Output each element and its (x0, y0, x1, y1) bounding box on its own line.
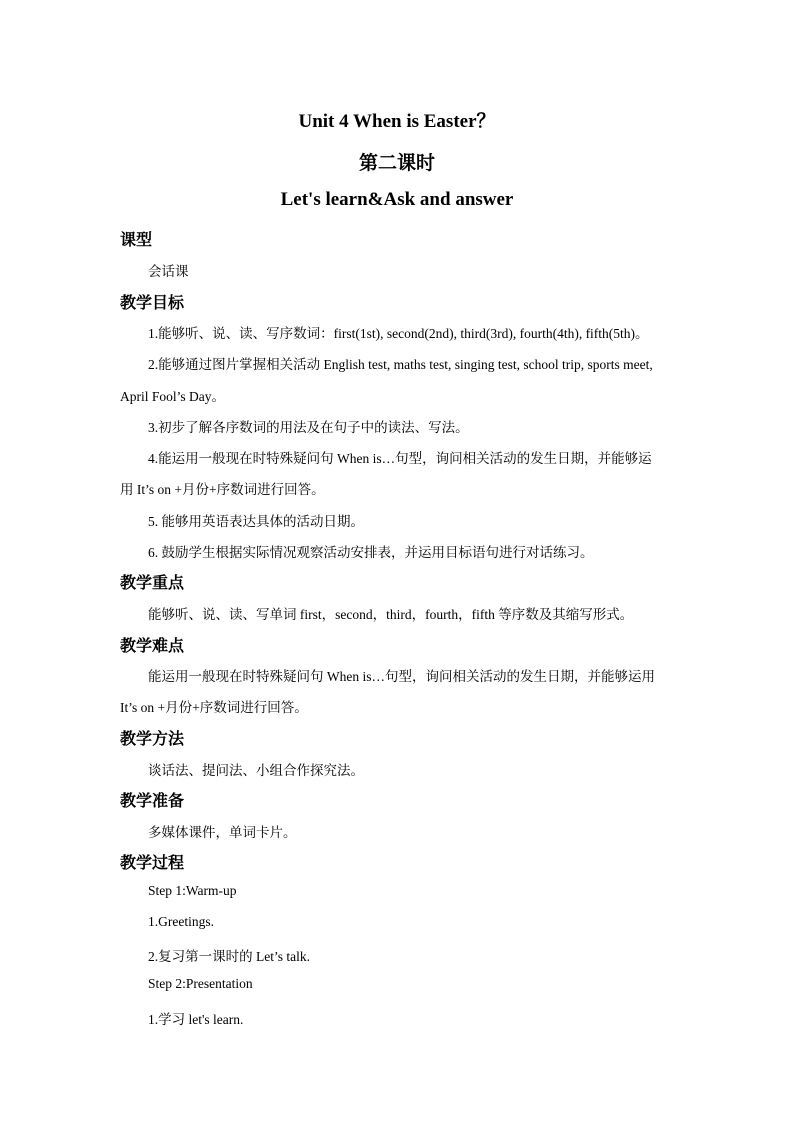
goal-line-5: 5. 能够用英语表达具体的活动日期。 (148, 514, 364, 529)
section-heading-type: 课型 (120, 230, 153, 249)
preparation-line: 多媒体课件，单词卡片。 (148, 825, 297, 840)
goal-line-4: 4.能运用一般现在时特殊疑问句 When is…句型，询问相关活动的发生日期，并能够运 (148, 451, 652, 466)
section-heading-methods: 教学方法 (120, 729, 185, 748)
section-heading-preparation: 教学准备 (120, 791, 185, 810)
process-step-2: Step 2:Presentation (148, 976, 253, 991)
methods-line: 谈话法、提问法、小组合作探究法。 (148, 763, 364, 778)
type-line: 会话课 (148, 264, 189, 279)
key-point-line: 能够听、说、读、写单词 first，second，third，fourth，fifth 等序数及其缩写形式。 (148, 607, 634, 622)
goal-line-2-cont: April Fool’s Day。 (120, 389, 226, 404)
difficulty-line-2: It’s on +月份+序数词进行回答。 (120, 700, 308, 715)
goal-line-2: 2.能够通过图片掌握相关活动 English test, maths test, singing test, school trip, sports meet, (148, 357, 653, 372)
section-heading-process: 教学过程 (120, 853, 185, 872)
unit-title: Unit 4 When is Easter？ (298, 111, 496, 132)
difficulty-line-1: 能运用一般现在时特殊疑问句 When is…句型，询问相关活动的发生日期，并能够运用 (148, 669, 655, 684)
goal-line-1: 1.能够听、说、读、写序数词：first(1st), second(2nd), third(3rd), fourth(4th), fifth(5th)。 (148, 326, 649, 341)
process-line-review: 2.复习第一课时的 Let’s talk. (148, 949, 310, 964)
lesson-name: Let's learn&Ask and answer (280, 189, 514, 210)
goal-line-6: 6. 鼓励学生根据实际情况观察活动安排表，并运用目标语句进行对话练习。 (148, 545, 594, 560)
lesson-period: 第二课时 (358, 152, 435, 174)
goal-line-4-cont: 用 It’s on +月份+序数词进行回答。 (120, 482, 325, 497)
process-line-learn: 1.学习 let's learn. (148, 1012, 244, 1027)
section-heading-goals: 教学目标 (120, 293, 185, 312)
process-line-greetings: 1.Greetings. (148, 914, 214, 929)
process-step-1: Step 1:Warm-up (148, 883, 237, 898)
section-heading-key-points: 教学重点 (120, 573, 185, 592)
goal-line-3: 3.初步了解各序数词的用法及在句子中的读法、写法。 (148, 420, 469, 435)
section-heading-difficulties: 教学难点 (120, 636, 185, 655)
